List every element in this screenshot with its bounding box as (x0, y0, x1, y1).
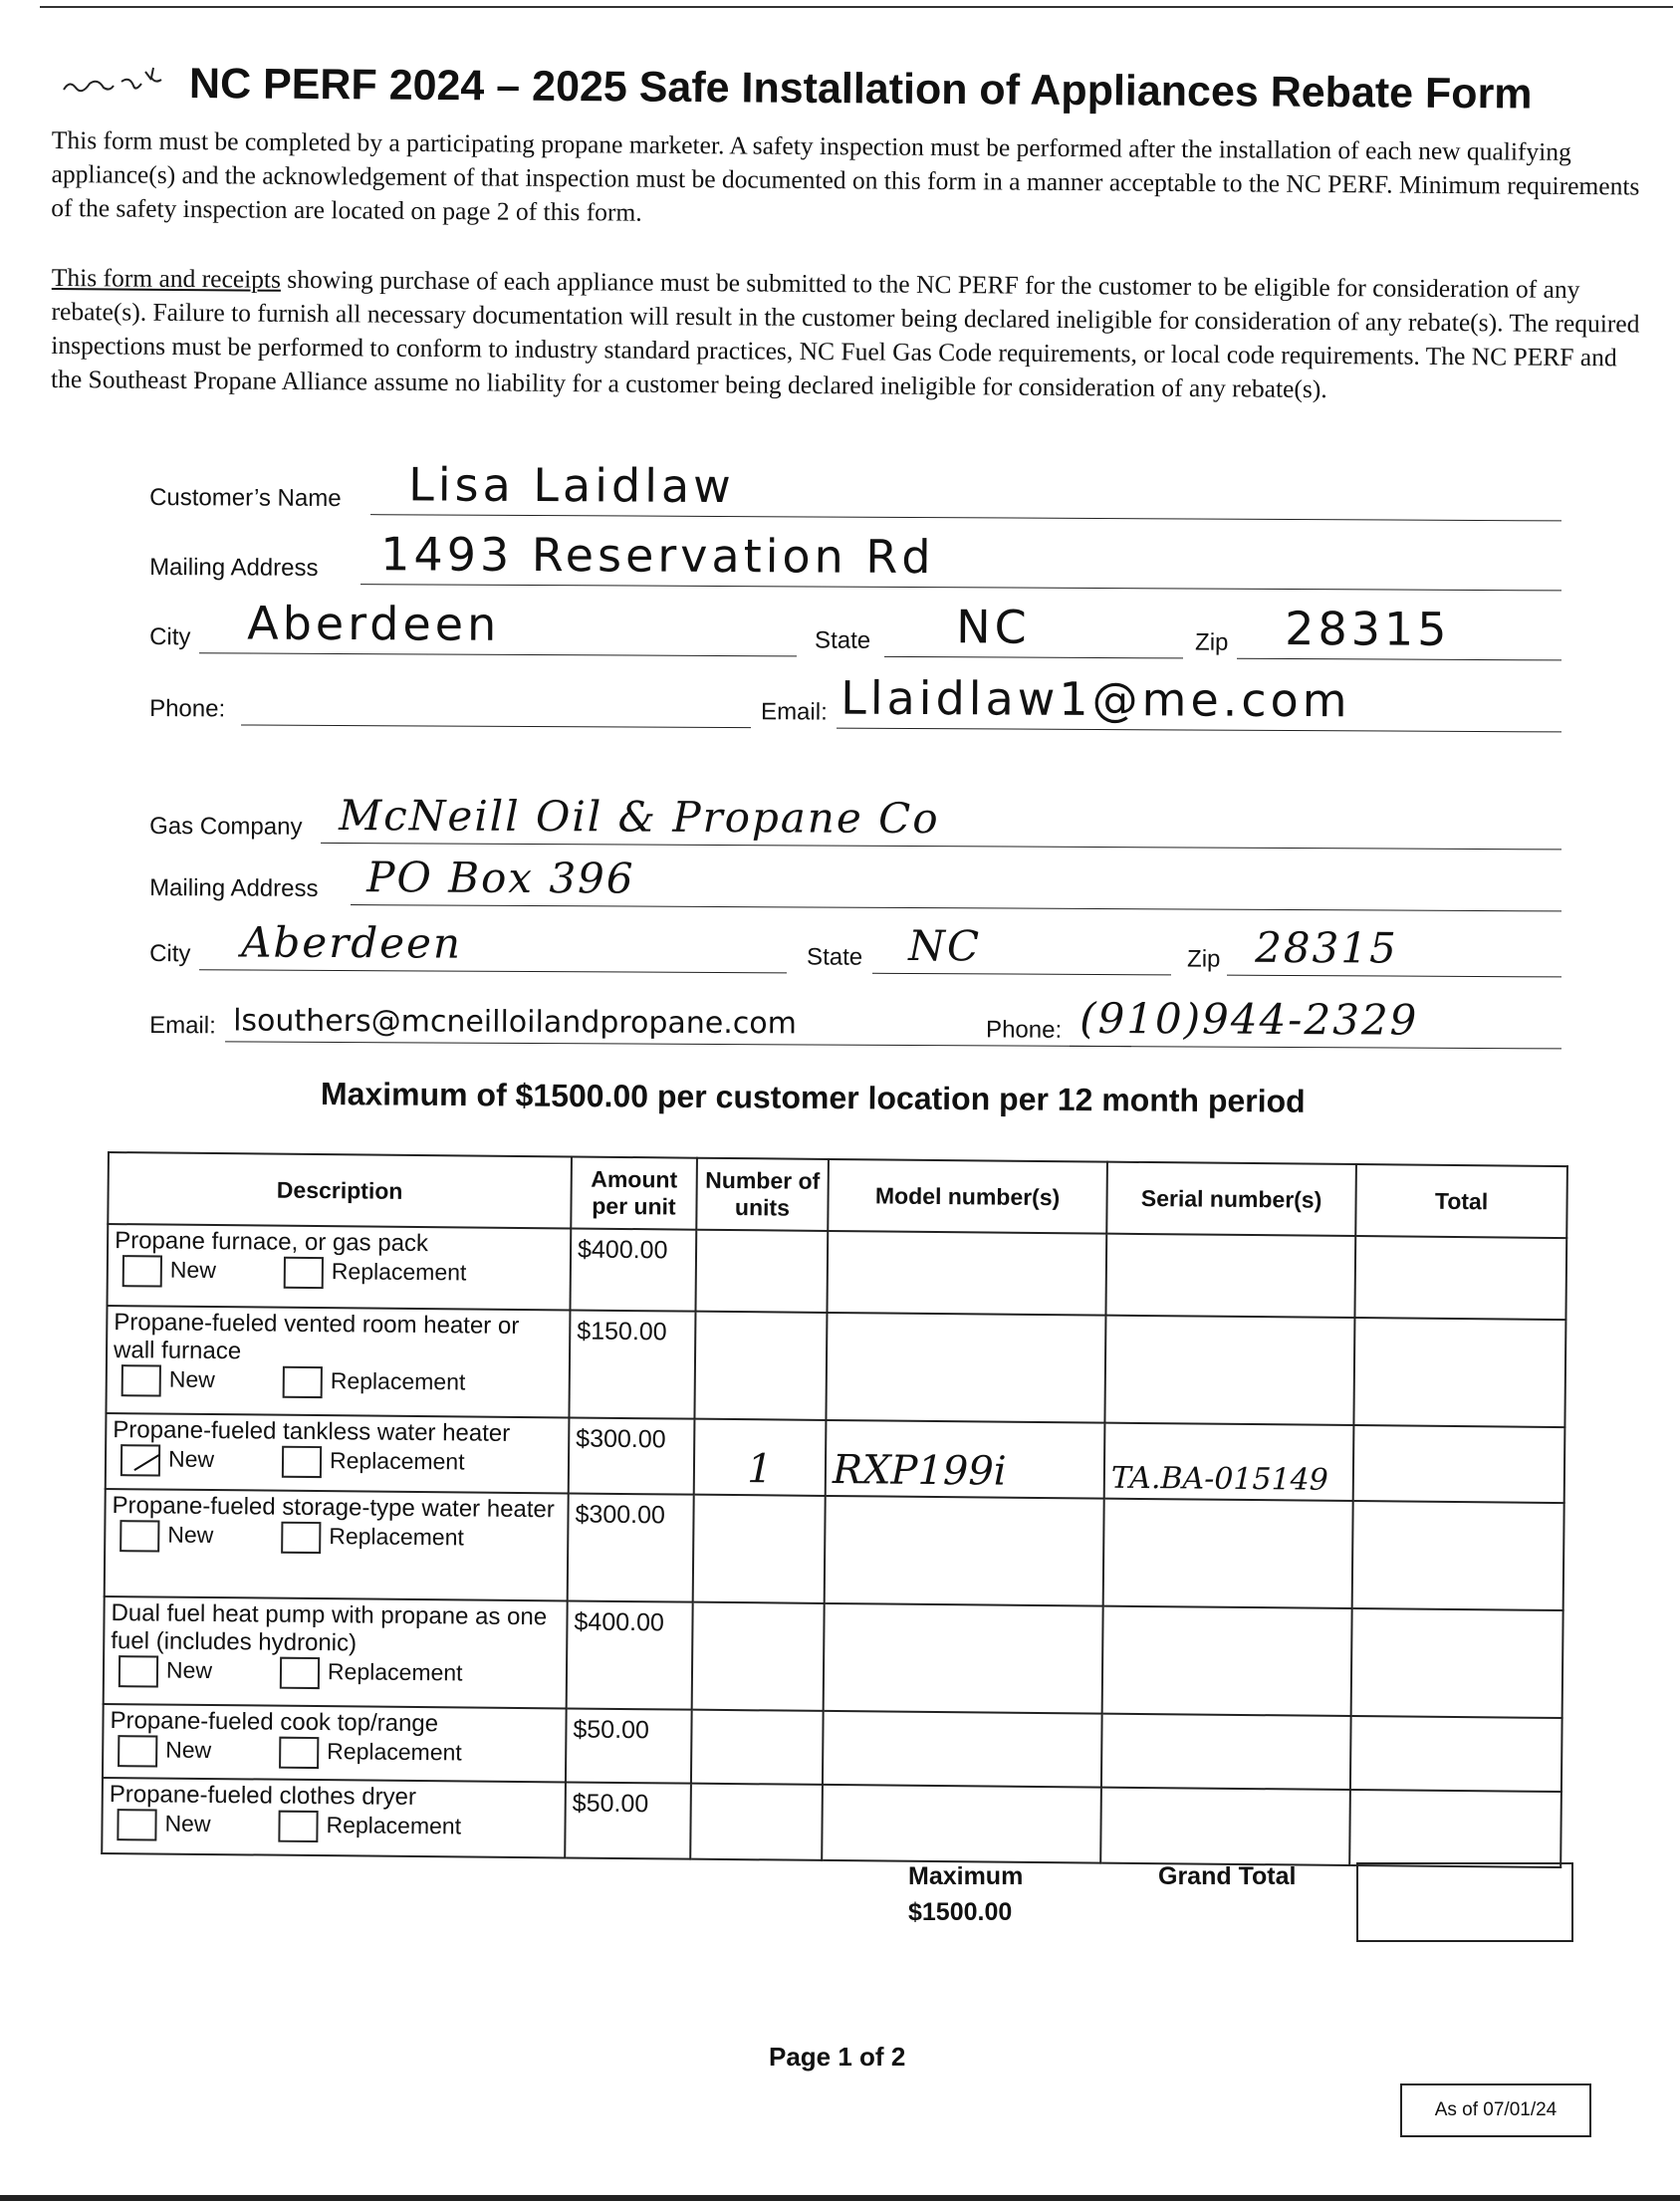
row-description (106, 1413, 570, 1493)
customer-name-label: Customer’s Name (149, 484, 342, 513)
customer-zip-field[interactable]: 28315 (1285, 601, 1451, 656)
new-option-label: New (165, 1736, 212, 1764)
gas-zip-field[interactable]: 28315 (1255, 922, 1398, 973)
gas-address-field[interactable]: PO Box 396 (366, 853, 635, 903)
row-serial-cell[interactable] (1104, 1316, 1354, 1425)
row-model-cell[interactable]: RXP199i (826, 1420, 1105, 1499)
gas-phone-line (1070, 1046, 1561, 1050)
maximum-summary (908, 1858, 1023, 1930)
gas-email-label: Email: (149, 1012, 216, 1040)
row-units-cell[interactable]: 1 (694, 1419, 827, 1496)
customer-address-line (360, 584, 1561, 591)
new-checkbox[interactable] (122, 1255, 162, 1287)
gas-state-line (872, 973, 1171, 976)
row-description (108, 1224, 572, 1310)
customer-name-line (370, 514, 1561, 521)
new-checkbox[interactable] (121, 1364, 161, 1396)
row-serial-cell[interactable] (1100, 1788, 1350, 1865)
table-row (104, 1596, 1563, 1718)
row-units-cell[interactable] (690, 1784, 823, 1860)
row-description (103, 1704, 567, 1782)
maximum-label: Maximum (908, 1862, 1024, 1890)
row-description-text: Propane furnace, or gas pack (115, 1227, 429, 1258)
header-description: Description (108, 1152, 572, 1228)
replacement-option-label: Replacement (331, 1258, 467, 1286)
replacement-option-label: Replacement (327, 1658, 463, 1686)
row-description-text: Propane-fueled tankless water heater (113, 1416, 511, 1447)
customer-email-field[interactable]: Llaidlaw1@me.com (840, 670, 1351, 728)
intro-underlined-lead: This form and receipts (51, 262, 282, 294)
replacement-checkbox[interactable] (283, 1366, 323, 1398)
row-serial-cell[interactable] (1105, 1234, 1355, 1318)
gas-company-field[interactable]: McNeill Oil & Propane Co (339, 790, 940, 844)
gas-company-line (321, 843, 1561, 851)
customer-zip-line (1237, 658, 1561, 661)
table-row (103, 1704, 1562, 1792)
header-model: Model number(s) (828, 1159, 1107, 1234)
table-row (106, 1413, 1565, 1503)
customer-state-line (884, 656, 1183, 659)
row-amount: $150.00 (569, 1310, 695, 1418)
row-description (104, 1596, 568, 1708)
row-model-cell[interactable] (827, 1231, 1106, 1316)
row-amount: $300.00 (569, 1417, 695, 1494)
new-checkbox[interactable] (119, 1655, 158, 1687)
table-row (108, 1224, 1567, 1320)
customer-city-row (149, 598, 1563, 664)
customer-city-label: City (149, 623, 191, 651)
customer-address-label: Mailing Address (149, 554, 319, 582)
rebate-table (101, 1151, 1568, 1868)
customer-city-line (199, 652, 797, 656)
header-serial: Serial number(s) (1106, 1162, 1356, 1236)
row-units-cell[interactable] (693, 1495, 826, 1603)
gas-city-row (149, 914, 1563, 981)
row-amount: $300.00 (568, 1493, 694, 1601)
row-amount: $400.00 (567, 1600, 693, 1709)
row-description-text: Propane-fueled storage-type water heater (112, 1492, 555, 1524)
row-model-cell[interactable] (824, 1603, 1103, 1714)
replacement-checkbox[interactable] (281, 1522, 321, 1554)
row-description (102, 1778, 566, 1857)
customer-name-row (149, 458, 1563, 525)
header-amount: Amount per unit (571, 1156, 697, 1229)
row-model-cell[interactable] (823, 1711, 1102, 1788)
row-total-cell[interactable] (1350, 1716, 1562, 1792)
replacement-option-label: Replacement (330, 1367, 466, 1395)
replacement-option-label: Replacement (329, 1447, 465, 1475)
customer-phone-email-row (149, 669, 1563, 736)
new-option-label: New (168, 1365, 215, 1393)
row-serial-cell[interactable] (1103, 1499, 1353, 1608)
customer-state-field[interactable]: NC (956, 600, 1031, 654)
row-amount: $50.00 (565, 1782, 691, 1858)
maximum-value: $1500.00 (908, 1898, 1013, 1926)
customer-name-field[interactable]: Lisa Laidlaw (408, 457, 735, 514)
table-row (102, 1778, 1561, 1867)
form-title: NC PERF 2024 – 2025 Safe Installation of Appliances Rebate Form (188, 60, 1533, 119)
row-total-cell[interactable] (1349, 1790, 1561, 1867)
row-description-text: Dual fuel heat pump with propane as one fuel (includes hydronic) (111, 1599, 548, 1657)
revision-date-box: As of 07/01/24 (1400, 2083, 1591, 2137)
customer-phone-label: Phone: (149, 695, 226, 723)
row-total-cell[interactable] (1353, 1425, 1565, 1503)
replacement-option-label: Replacement (327, 1738, 462, 1766)
gas-email-phone-row (149, 986, 1563, 1053)
gas-city-line (199, 969, 787, 973)
gas-address-row (149, 849, 1563, 915)
bottom-edge-line (0, 2195, 1680, 2201)
new-option-label: New (164, 1810, 211, 1837)
new-option-label: New (165, 1656, 213, 1684)
gas-email-field[interactable]: lsouthers@mcneilloilandpropane.com (233, 1003, 797, 1042)
row-serial-cell[interactable] (1102, 1606, 1352, 1716)
replacement-checkbox[interactable] (278, 1811, 318, 1842)
new-checkbox[interactable] (117, 1809, 156, 1840)
gas-company-row (149, 787, 1563, 854)
replacement-option-label: Replacement (326, 1812, 462, 1839)
row-serial-cell[interactable] (1101, 1714, 1351, 1790)
table-row (106, 1306, 1565, 1427)
intro-paragraph-2 (51, 261, 1645, 409)
row-units-cell[interactable] (691, 1710, 824, 1785)
intro-paragraph-2-body: showing purchase of each appliance must be submitted to the NC PERF for the customer to be eligible for consideration of any rebate(s). Failure to furnish all necessary documentation will result in the customer being declared ineligible for consideration of any rebate(s). The required inspections must be performed to conform to industry standard practices, NC Fuel Gas Code requirements, or local code requirements. The NC PERF and the Southeast Propane Alliance assume no liability for a customer being declared ineligible for consideration of any rebate(s). (50, 264, 1640, 404)
row-model-cell[interactable] (825, 1496, 1104, 1606)
gas-city-field[interactable]: Aberdeen (241, 917, 463, 968)
grand-total-field[interactable] (1356, 1862, 1573, 1942)
gas-address-label: Mailing Address (149, 874, 319, 902)
replacement-checkbox[interactable] (279, 1737, 319, 1769)
row-model-cell[interactable] (826, 1313, 1105, 1423)
gas-zip-label: Zip (1187, 945, 1221, 973)
replacement-checkbox[interactable] (284, 1257, 324, 1289)
customer-address-row (149, 528, 1563, 595)
new-option-label: New (167, 1521, 214, 1549)
new-checkbox[interactable] (120, 1520, 159, 1552)
header-units: Number of units (696, 1158, 829, 1231)
page-number: Page 1 of 2 (769, 2042, 906, 2072)
row-serial-cell[interactable]: TA.BA-015149 (1104, 1423, 1354, 1501)
customer-phone-line (241, 724, 751, 728)
gas-phone-label: Phone: (986, 1016, 1063, 1044)
row-model-cell[interactable] (822, 1785, 1101, 1863)
gas-zip-line (1227, 975, 1561, 978)
intro-paragraph-1: This form must be completed by a participating propane marketer. A safety inspection must be performed after the installation of each new qualifying appliance(s) and the acknowledgement of that inspection must be documented on this form in a manner acceptable to the NC PERF. Minimum requirements of the safety inspection are located on page 2 of this form. (51, 124, 1640, 227)
row-total-cell[interactable] (1354, 1236, 1566, 1320)
customer-address-field[interactable]: 1493 Reservation Rd (380, 527, 935, 585)
customer-zip-label: Zip (1195, 628, 1229, 656)
replacement-checkbox[interactable] (282, 1446, 322, 1478)
customer-email-label: Email: (761, 698, 828, 726)
new-option-label: New (167, 1445, 215, 1473)
header-total: Total (1355, 1164, 1567, 1238)
top-edge-line (40, 6, 1673, 8)
rebate-table-wrap (101, 1151, 1579, 1868)
customer-city-field[interactable]: Aberdeen (247, 596, 501, 651)
row-description-text: Propane-fueled cook top/range (110, 1707, 439, 1738)
row-units-cell[interactable] (695, 1230, 828, 1313)
row-description-text: Propane-fueled clothes dryer (109, 1781, 417, 1812)
table-row (105, 1489, 1564, 1610)
row-total-cell[interactable] (1352, 1501, 1564, 1610)
gas-city-label: City (149, 940, 191, 968)
gas-state-label: State (807, 943, 863, 971)
margin-scribble-icon (62, 62, 181, 102)
customer-email-line (837, 728, 1561, 733)
new-checkbox[interactable] (118, 1735, 157, 1767)
replacement-checkbox[interactable] (280, 1657, 320, 1689)
row-units-cell[interactable] (694, 1312, 827, 1420)
row-description (106, 1306, 570, 1417)
gas-company-label: Gas Company (149, 813, 303, 841)
row-description (105, 1489, 569, 1600)
customer-state-label: State (815, 626, 871, 654)
maximum-note: Maximum of $1500.00 per customer location per 12 month period (320, 1076, 1306, 1119)
row-amount: $400.00 (570, 1228, 696, 1311)
row-total-cell[interactable] (1353, 1318, 1565, 1427)
row-total-cell[interactable] (1351, 1608, 1563, 1718)
row-amount: $50.00 (566, 1708, 692, 1783)
row-units-cell[interactable] (692, 1602, 825, 1711)
row-description-text: Propane-fueled vented room heater or wall furnace (113, 1309, 520, 1365)
new-checkbox-checked[interactable] (120, 1444, 160, 1476)
grand-total-label: Grand Total (1158, 1862, 1297, 1890)
gas-phone-field[interactable]: (910)944-2329 (1080, 993, 1419, 1045)
gas-state-field[interactable]: NC (908, 920, 982, 971)
gas-address-line (351, 904, 1561, 911)
replacement-option-label: Replacement (329, 1523, 464, 1551)
new-option-label: New (169, 1256, 216, 1284)
